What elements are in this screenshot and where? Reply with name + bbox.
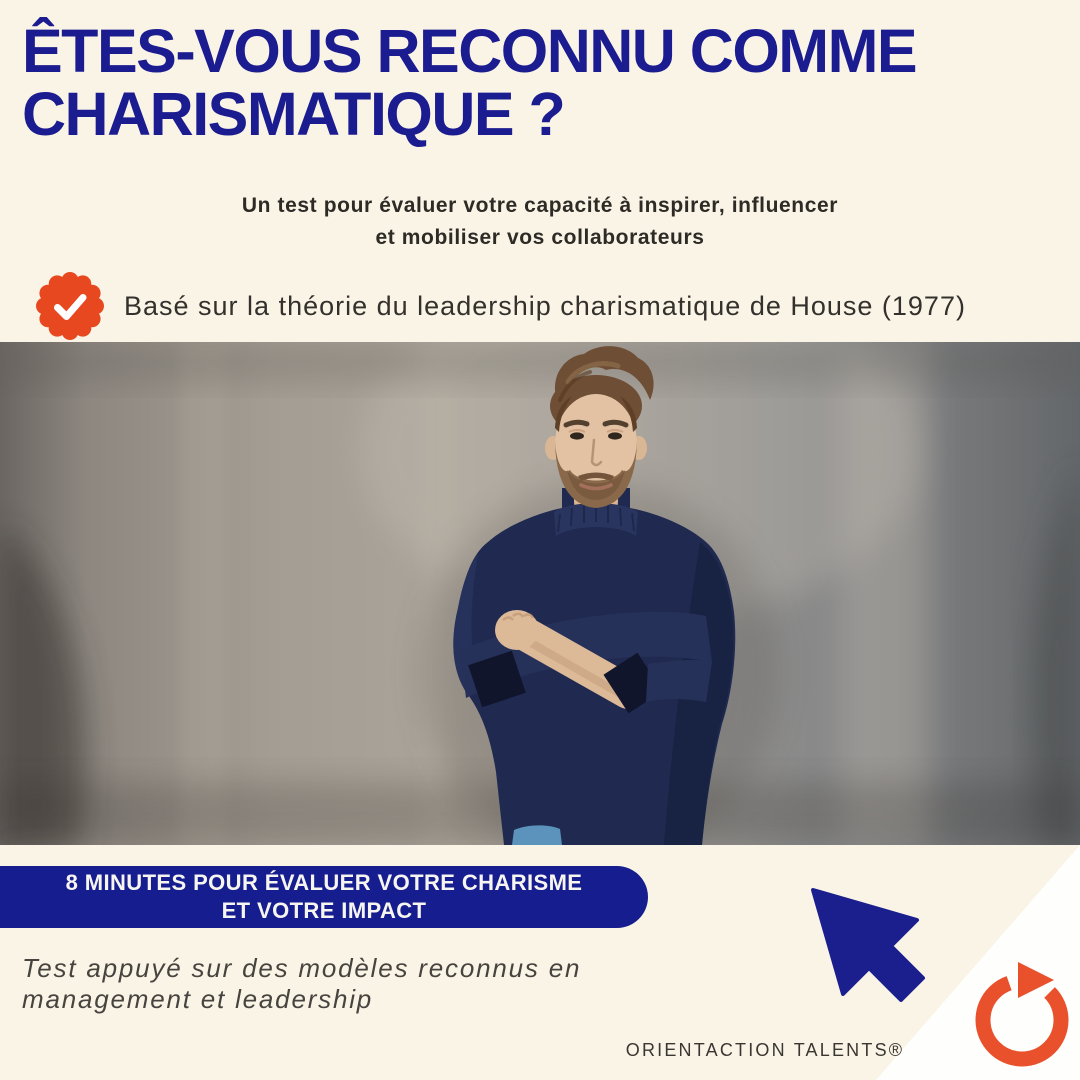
check-badge-icon (36, 272, 104, 340)
title-line2: CHARISMATIQUE ? (22, 80, 565, 148)
credential-row (36, 272, 1066, 342)
hero-photo (0, 342, 1080, 845)
refresh-circular-arrow-icon (960, 958, 1080, 1080)
subtitle-line2: et mobiliser vos collaborateurs (375, 226, 705, 249)
note-line2: management et leadership (22, 984, 374, 1014)
banner-line1: 8 MINUTES POUR ÉVALUER VOTRE CHARISME (65, 870, 583, 895)
credential-text: Basé sur la théorie du leadership charismatique de House (1977) (124, 291, 966, 321)
subtitle-line1: Un test pour évaluer votre capacité à inspirer, influencer (241, 194, 839, 217)
subtitle (0, 190, 1080, 254)
brand-name: ORIENTACTION TALENTS® (625, 1040, 905, 1060)
page-title (22, 17, 1072, 148)
title-line1: ÊTES-VOUS RECONNU COMME (22, 17, 917, 85)
banner-line2: ET VOTRE IMPACT (221, 898, 427, 923)
note-text (22, 953, 662, 1015)
note-line1: Test appuyé sur des modèles reconnus en (22, 953, 582, 983)
duration-banner (0, 866, 648, 928)
cursor-arrow-icon (798, 880, 938, 1010)
